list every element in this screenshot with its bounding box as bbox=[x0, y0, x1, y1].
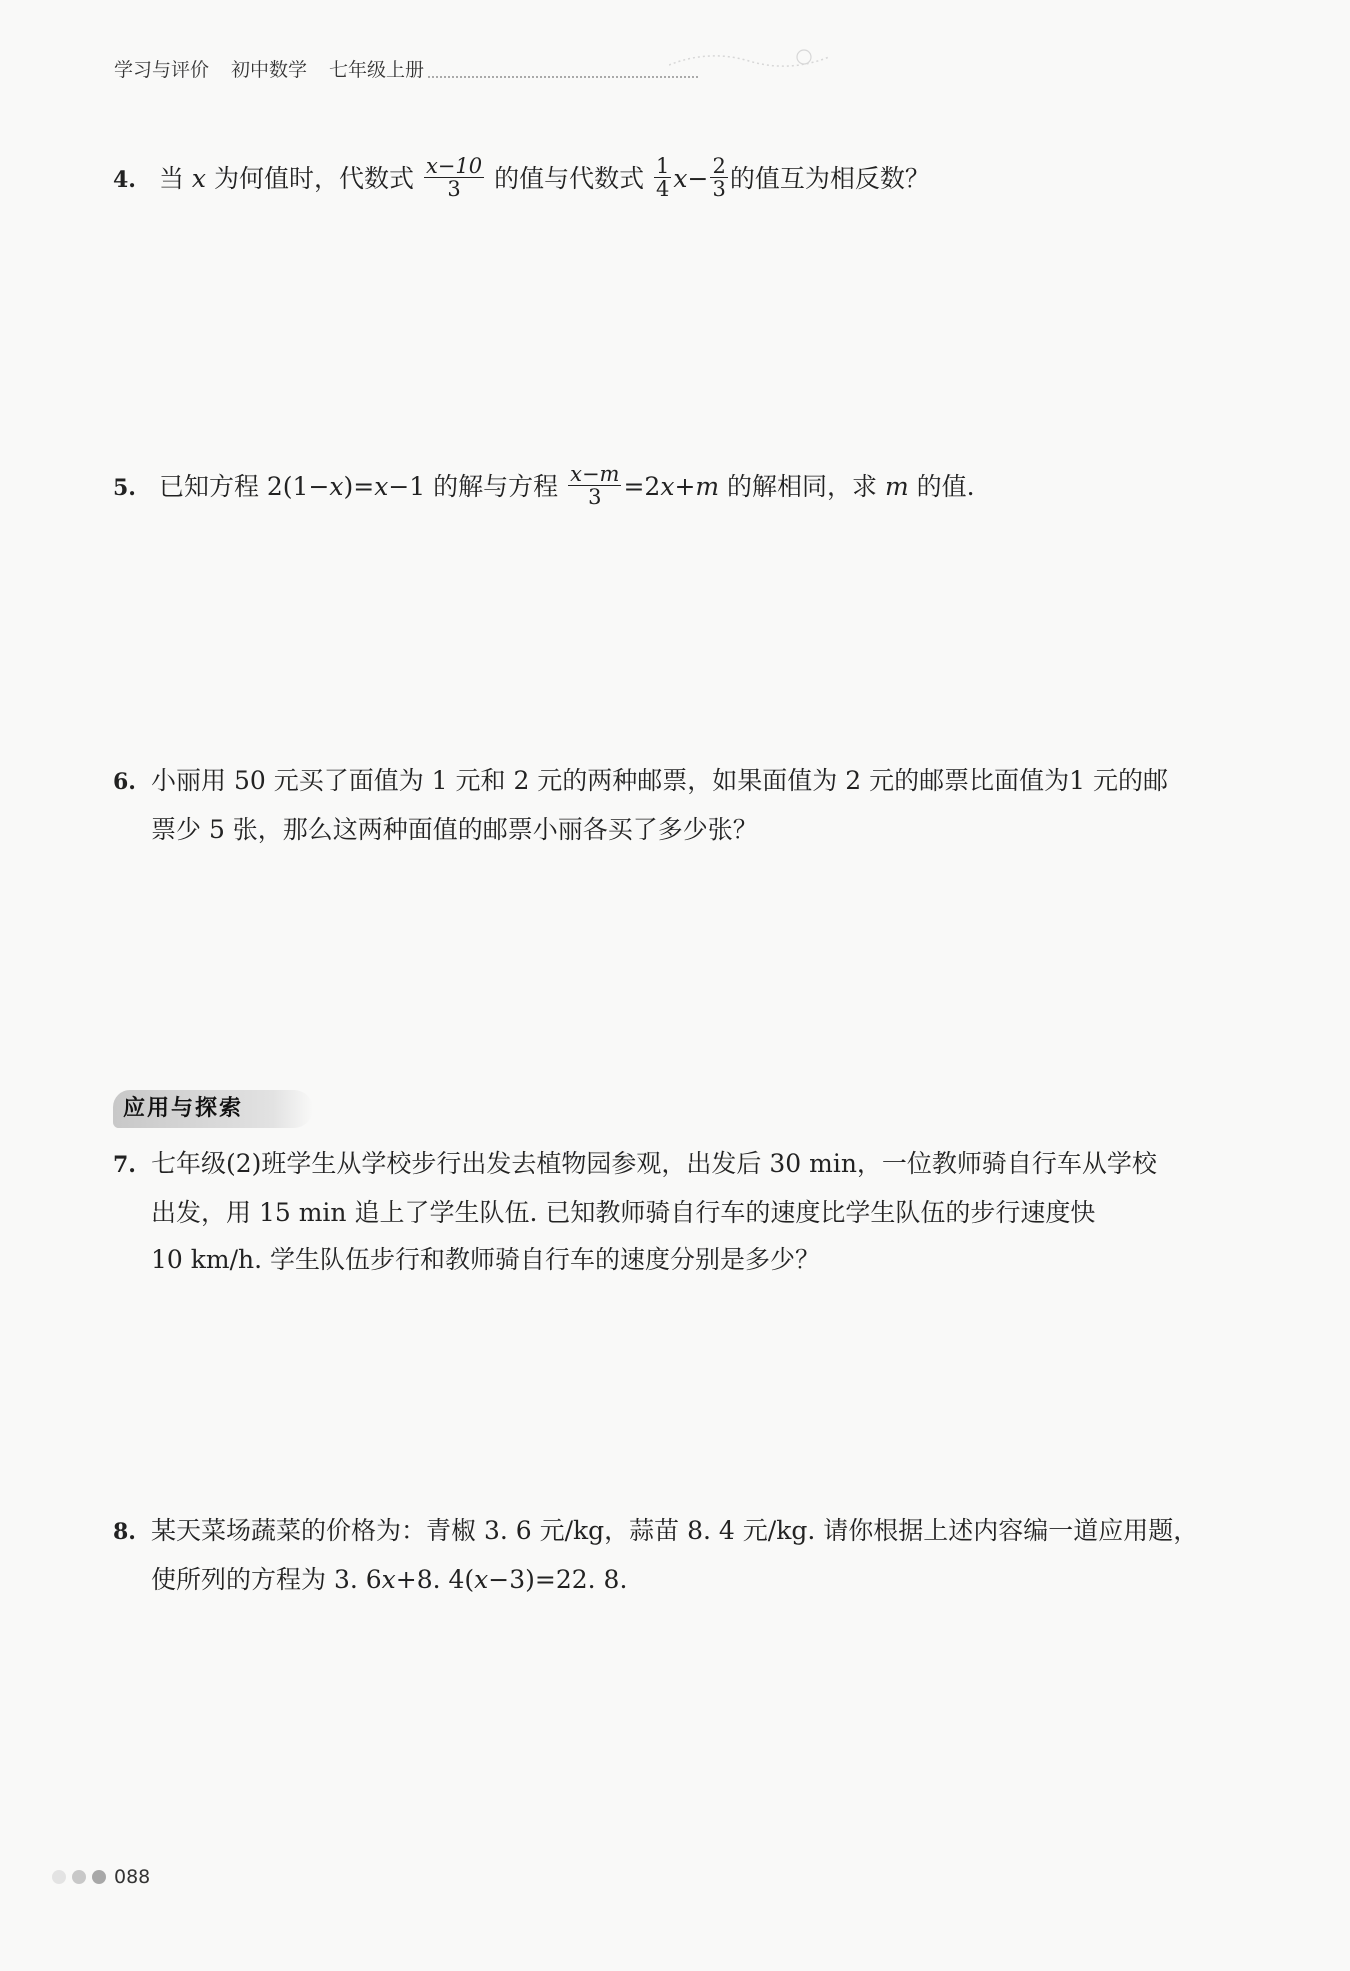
fraction-numerator: 2 bbox=[712, 154, 726, 178]
fraction-denominator: 3 bbox=[712, 177, 726, 201]
q6-line-2: 票少 5 张，那么这两种面值的邮票小丽各买了多少张？ bbox=[151, 815, 758, 844]
q4-text: 的值与代数式 bbox=[494, 164, 645, 193]
q8-line-2 bbox=[113, 1556, 1243, 1603]
question-6 bbox=[113, 757, 1243, 853]
q5-var: x bbox=[329, 472, 344, 501]
question-number: 8. bbox=[113, 1519, 136, 1545]
q4-expr: x− bbox=[673, 164, 709, 193]
swirl-decoration-icon bbox=[669, 47, 849, 77]
header-decoration bbox=[428, 64, 698, 78]
q8-var: x bbox=[474, 1565, 489, 1594]
q4-text: 为何值时，代数式 bbox=[213, 164, 414, 193]
q4-text: 当 bbox=[158, 164, 184, 193]
question-4 bbox=[113, 155, 1243, 204]
q8-line-1: 某天菜场蔬菜的价格为：青椒 3. 6 元/kg，蒜苗 8. 4 元/kg. 请你根据上述内容编一道应用题， bbox=[151, 1516, 1199, 1545]
q5-var: x bbox=[660, 472, 675, 501]
question-number: 4. bbox=[113, 167, 136, 193]
fraction-denominator: 4 bbox=[656, 177, 670, 201]
q4-fraction-1 bbox=[424, 155, 484, 200]
question-5 bbox=[113, 463, 1243, 512]
fraction-denominator: 3 bbox=[588, 485, 602, 509]
dot-icon bbox=[92, 1870, 106, 1884]
q5-var: x bbox=[374, 472, 389, 501]
header-subject: 初中数学 bbox=[231, 59, 308, 81]
q5-var: m bbox=[885, 472, 909, 501]
q5-fraction bbox=[568, 463, 621, 508]
page-number: 088 bbox=[114, 1866, 151, 1888]
q7-line-3: 10 km/h. 学生队伍步行和教师骑自行车的速度分别是多少？ bbox=[151, 1245, 821, 1274]
fraction-numerator: x−10 bbox=[425, 154, 483, 178]
q5-text: −1 的解与方程 bbox=[388, 472, 559, 501]
q7-line-2: 出发，用 15 min 追上了学生队伍. 已知教师骑自行车的速度比学生队伍的步行速度快 bbox=[151, 1198, 1096, 1227]
q5-var: m bbox=[695, 472, 720, 501]
dot-icon bbox=[72, 1870, 86, 1884]
q5-text: 的解相同，求 bbox=[719, 472, 886, 501]
q8-text: −3)=22. 8. bbox=[488, 1565, 628, 1594]
question-number: 5. bbox=[113, 475, 136, 501]
q4-text: 的值互为相反数？ bbox=[729, 164, 930, 193]
header-grade: 七年级上册 bbox=[329, 59, 425, 81]
question-number: 7. bbox=[113, 1152, 136, 1178]
q8-var: x bbox=[381, 1565, 396, 1594]
dot-icon bbox=[52, 1870, 66, 1884]
question-number: 6. bbox=[113, 769, 136, 795]
q5-text: =2 bbox=[623, 472, 661, 501]
q4-fraction-3 bbox=[710, 155, 727, 200]
running-header bbox=[114, 55, 720, 82]
header-book: 学习与评价 bbox=[114, 59, 210, 81]
question-7 bbox=[113, 1140, 1243, 1283]
q8-text: 使所列的方程为 3. 6 bbox=[151, 1565, 382, 1594]
page-footer bbox=[52, 1866, 150, 1888]
fraction-denominator: 3 bbox=[447, 177, 461, 201]
q8-text: +8. 4( bbox=[395, 1565, 475, 1594]
q4-fraction-2 bbox=[654, 155, 671, 200]
q5-text: 的值. bbox=[908, 472, 975, 501]
fraction-numerator: 1 bbox=[656, 154, 670, 178]
q7-line-1: 七年级(2)班学生从学校步行出发去植物园参观，出发后 30 min，一位教师骑自行车从学校 bbox=[151, 1149, 1157, 1178]
fraction-numerator: x−m bbox=[570, 462, 620, 486]
section-heading: 应用与探索 bbox=[113, 1090, 313, 1128]
q5-text: )= bbox=[343, 472, 375, 501]
q5-text: + bbox=[674, 472, 696, 501]
q4-var: x bbox=[191, 164, 207, 193]
question-8 bbox=[113, 1507, 1243, 1603]
q6-line-1: 小丽用 50 元买了面值为 1 元和 2 元的两种邮票，如果面值为 2 元的邮票比面值为1 元的邮 bbox=[151, 766, 1168, 795]
q5-text: 已知方程 2(1− bbox=[158, 472, 330, 501]
